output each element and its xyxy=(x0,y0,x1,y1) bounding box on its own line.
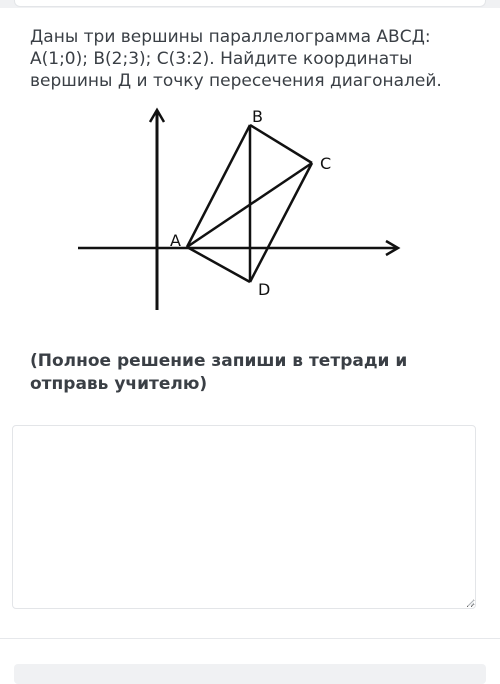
answer-textarea[interactable] xyxy=(12,425,476,609)
vertex-label-c: C xyxy=(320,154,332,173)
top-card-edge xyxy=(0,0,500,8)
bottom-panel xyxy=(14,664,486,684)
edge-cd xyxy=(250,163,312,282)
vertex-label-a: A xyxy=(170,231,181,250)
vertex-label-b: B xyxy=(252,107,263,126)
resize-grip-icon[interactable] xyxy=(468,600,474,606)
edge-bc xyxy=(250,125,312,163)
section-divider xyxy=(0,638,500,639)
top-card-edge-inner xyxy=(14,0,486,7)
parallelogram-figure xyxy=(60,100,420,320)
vertex-label-d: D xyxy=(258,280,271,299)
question-text: Даны три вершины параллелограмма АВСД: А(1;0); В(2;3); С(3:2). Найдите координаты вершины Д и точку пересечения диагоналей. xyxy=(30,27,442,91)
edge-da xyxy=(187,247,250,282)
instruction-note: (Полное решение запиши в тетради и отправь учителю) xyxy=(30,351,408,394)
edge-ab xyxy=(187,125,250,247)
